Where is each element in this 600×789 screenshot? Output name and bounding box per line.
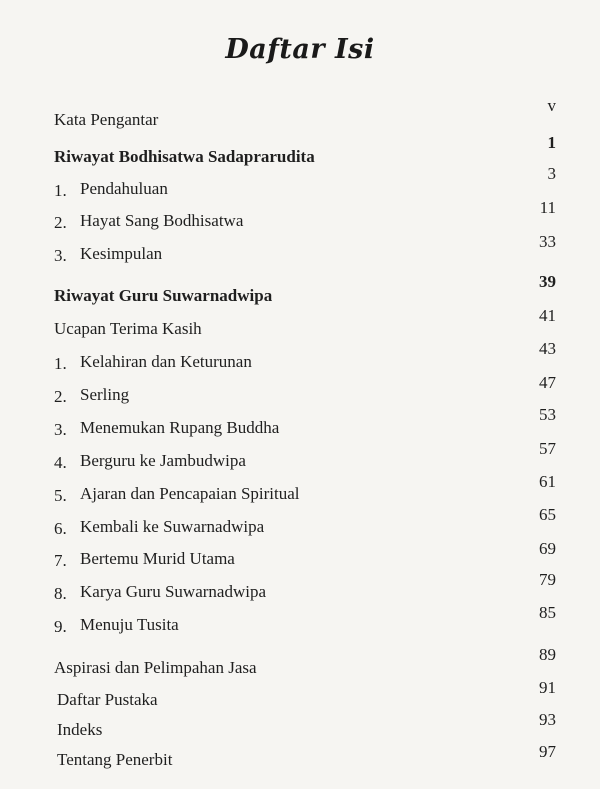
toc-entry-label: Bertemu Murid Utama	[80, 549, 235, 568]
toc-entry-page: 53	[539, 405, 556, 424]
toc-entry-page: 89	[539, 645, 556, 664]
toc-entry-page: 91	[539, 678, 556, 697]
toc-entry-label: Serling	[80, 385, 130, 404]
toc-entry-page: 47	[539, 373, 556, 392]
toc-entry-page: 41	[539, 306, 556, 325]
toc-section-page: 39	[539, 272, 556, 291]
toc-entry-label: Ucapan Terima Kasih	[54, 319, 202, 338]
toc-entry-page: 57	[539, 439, 556, 458]
toc-entry-label: Ajaran dan Pencapaian Spiritual	[80, 484, 300, 503]
toc-entry-label: Daftar Pustaka	[57, 690, 158, 709]
toc-entry-page: 93	[539, 710, 556, 729]
toc-entry-number: 6.	[54, 519, 67, 538]
toc-entry-label: Kata Pengantar	[54, 110, 159, 129]
page-title: Daftar Isi	[225, 34, 375, 65]
toc-entry-number: 8.	[54, 584, 67, 603]
toc-entry-label: Aspirasi dan Pelimpahan Jasa	[54, 658, 257, 677]
toc-entry-number: 9.	[54, 617, 67, 636]
toc-entry-label: Kesimpulan	[80, 244, 163, 263]
toc-entry-label: Pendahuluan	[80, 179, 168, 198]
toc-entry-label: Tentang Penerbit	[57, 750, 173, 769]
toc-entry-number: 2.	[54, 213, 67, 232]
toc-entry-label: Karya Guru Suwarnadwipa	[80, 582, 266, 601]
toc-entry-number: 3.	[54, 246, 67, 265]
toc-entry-number: 1.	[54, 181, 67, 200]
toc-entry-label: Kembali ke Suwarnadwipa	[80, 517, 265, 536]
toc-section-page: 1	[547, 133, 556, 152]
toc-entry-page: 61	[539, 472, 556, 491]
toc-entry-number: 7.	[54, 551, 67, 570]
toc-entry-page: 85	[539, 603, 556, 622]
toc-section-label: Riwayat Bodhisatwa Sadaprarudita	[54, 147, 315, 166]
toc-entry-page: 97	[539, 742, 556, 761]
toc-entry-label: Menuju Tusita	[80, 615, 179, 634]
toc-entry-number: 5.	[54, 486, 67, 505]
toc-entry-page: v	[547, 96, 556, 115]
toc-entry-label: Hayat Sang Bodhisatwa	[80, 211, 244, 230]
toc-entry-page: 79	[539, 570, 556, 589]
toc-entry-label: Indeks	[57, 720, 103, 739]
toc-entry-number: 3.	[54, 420, 67, 439]
toc-entry-page: 33	[539, 232, 556, 251]
toc-entry-page: 69	[539, 539, 556, 558]
toc-entry-number: 2.	[54, 387, 67, 406]
toc-entry-number: 4.	[54, 453, 67, 472]
toc-entry-page: 3	[547, 164, 556, 183]
toc-entry-number: 1.	[54, 354, 67, 373]
toc-section-label: Riwayat Guru Suwarnadwipa	[54, 286, 273, 305]
toc-entry-label: Menemukan Rupang Buddha	[80, 418, 280, 437]
toc-entry-page: 43	[539, 339, 556, 358]
toc-entry-page: 11	[539, 198, 556, 217]
toc-entry-label: Berguru ke Jambudwipa	[80, 451, 246, 470]
toc-entry-page: 65	[539, 505, 556, 524]
toc-entry-label: Kelahiran dan Keturunan	[80, 352, 252, 371]
